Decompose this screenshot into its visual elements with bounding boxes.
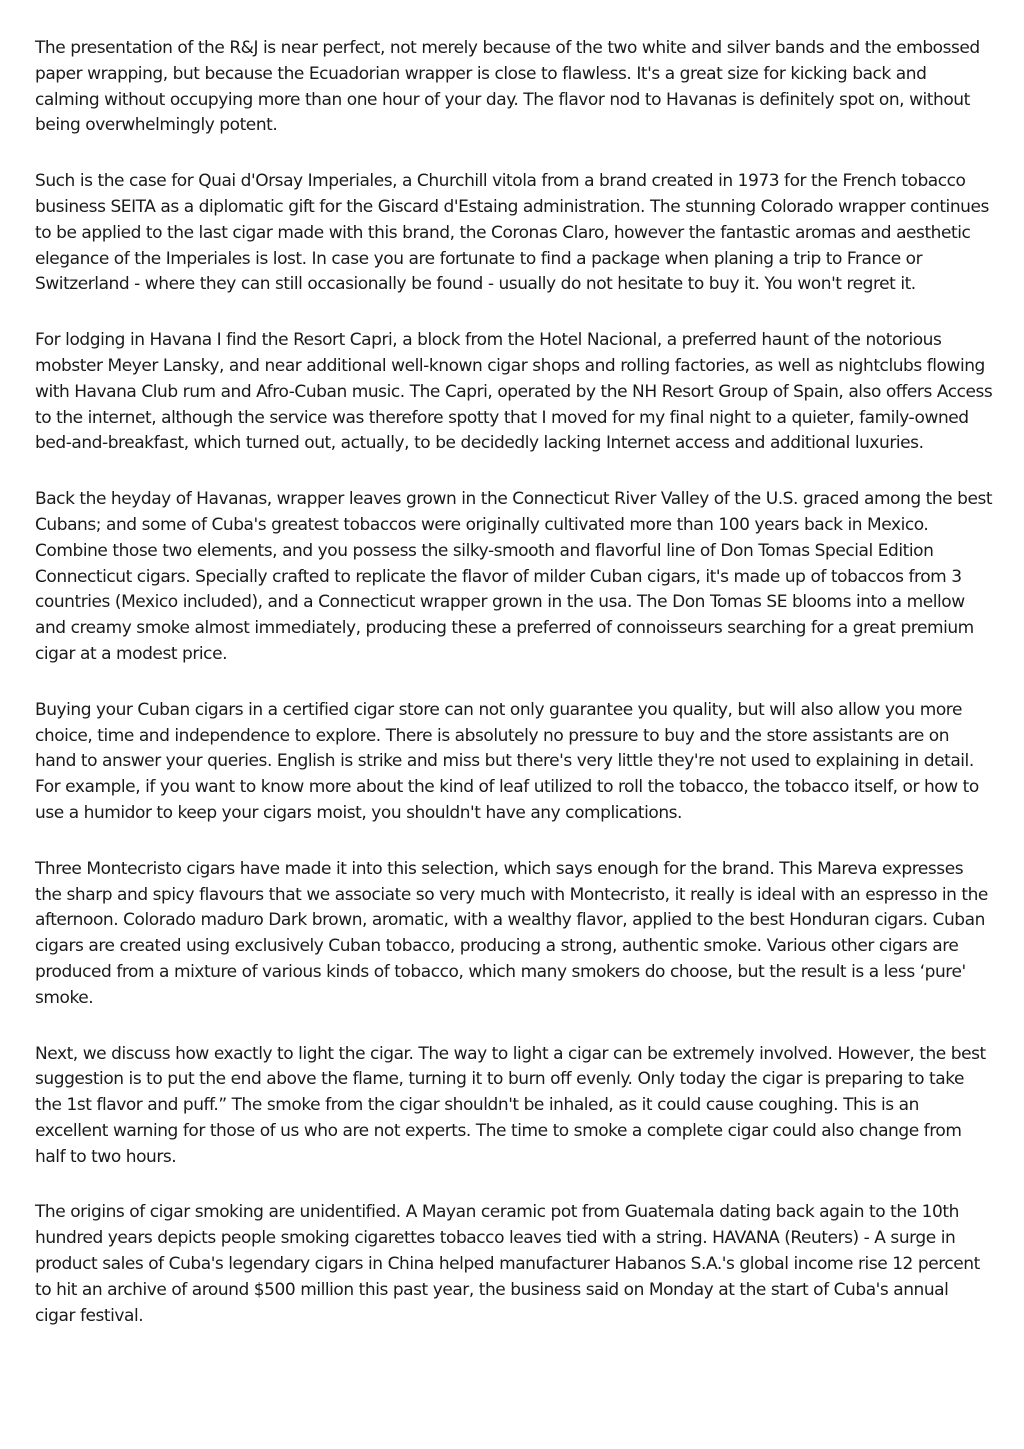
paragraph-cigar-store: Buying your Cuban cigars in a certified cigar store can not only guarantee you quality, but will also allow you more choice, time and independence to explore. There is absolutely no pressure to buy and the store assistants are on hand to answer your queries. English is strike and miss but there's very little they're not used to explaining in detail. For example, if you want to know more about the kind of leaf utilized to roll the tobacco, the tobacco itself, or how to use a humidor to keep your cigars moist, you shouldn't have any complications.	[35, 699, 979, 823]
paragraph-rj-presentation: The presentation of the R&J is near perfect, not merely because of the two white and silver bands and the embossed paper wrapping, but because the Ecuadorian wrapper is close to flawless. It's a great size for kicking back and calming without occupying more than one hour of your day. The flavor nod to Havanas is definitely spot on, without being overwhelmingly potent.	[35, 38, 980, 136]
paragraph-lighting-cigar: Next, we discuss how exactly to light the cigar. The way to light a cigar can be extremely involved. However, the best suggestion is to put the end above the flame, turning it to burn off evenly. Only today the cigar is preparing to take the 1st flavor and puff.” The smoke from the cigar shouldn't be inhaled, as it could cause coughing. This is an excellent warning for those of us who are not experts. The time to smoke a complete cigar could also change from half to two hours.	[35, 1043, 986, 1167]
paragraph-quai-dorsay: Such is the case for Quai d'Orsay Imperiales, a Churchill vitola from a brand created in 1973 for the French tobacco business SEITA as a diplomatic gift for the Giscard d'Estaing administration. The stunning Colorado wrapper continues to be applied to the last cigar made with this brand, the Coronas Claro, however the fantastic aromas and aesthetic elegance of the Imperiales is lost. In case you are fortunate to find a package when planing a trip to France or Switzerland - where they can still occasionally be found - usually do not hesitate to buy it. You won't regret it.	[35, 171, 989, 295]
paragraph-cigar-origins: The origins of cigar smoking are unidentified. A Mayan ceramic pot from Guatemala dating back again to the 10th hundred years depicts people smoking cigarettes tobacco leaves tied with a string. HAVANA (Reuters) - A surge in product sales of Cuba's legendary cigars in China helped manufacturer Habanos S.A.'s global income rise 12 percent to hit an archive of around $500 million this past year, the business said on Monday at the start of Cuba's annual cigar festival.	[35, 1202, 980, 1326]
paragraph-don-tomas: Back the heyday of Havanas, wrapper leaves grown in the Connecticut River Valley of the U.S. graced among the best Cubans; and some of Cuba's greatest tobaccos were originally cultivated more than 100 years back in Mexico. Combine those two elements, and you possess the silky-smooth and flavorful line of Don Tomas Special Edition Connecticut cigars. Specially crafted to replicate the flavor of milder Cuban cigars, it's made up of tobaccos from 3 countries (Mexico included), and a Connecticut wrapper grown in the usa. The Don Tomas SE blooms into a mellow and creamy smoke almost immediately, producing these a preferred of connoisseurs searching for a great premium cigar at a modest price.	[35, 489, 993, 664]
paragraph-montecristo: Three Montecristo cigars have made it into this selection, which says enough for the brand. This Mareva expresses the sharp and spicy flavours that we associate so very much with Montecristo, it really is ideal with an espresso in the afternoon. Colorado maduro Dark brown, aromatic, with a wealthy flavor, applied to the best Honduran cigars. Cuban cigars are created using exclusively Cuban tobacco, producing a strong, authentic smoke. Various other cigars are produced from a mixture of various kinds of tobacco, which many smokers do choose, but the result is a less ‘pure' smoke.	[35, 858, 988, 1008]
paragraph-havana-lodging: For lodging in Havana I find the Resort Capri, a block from the Hotel Nacional, a preferred haunt of the notorious mobster Meyer Lansky, and near additional well-known cigar shops and rolling factories, as well as nightclubs flowing with Havana Club rum and Afro-Cuban music. The Capri, operated by the NH Resort Group of Spain, also offers Access to the internet, although the service was therefore spotty that I moved for my final night to a quieter, family-owned bed-and-breakfast, which turned out, actually, to be decidedly lacking Internet access and additional luxuries.	[35, 330, 993, 454]
document-body	[35, 36, 993, 1359]
